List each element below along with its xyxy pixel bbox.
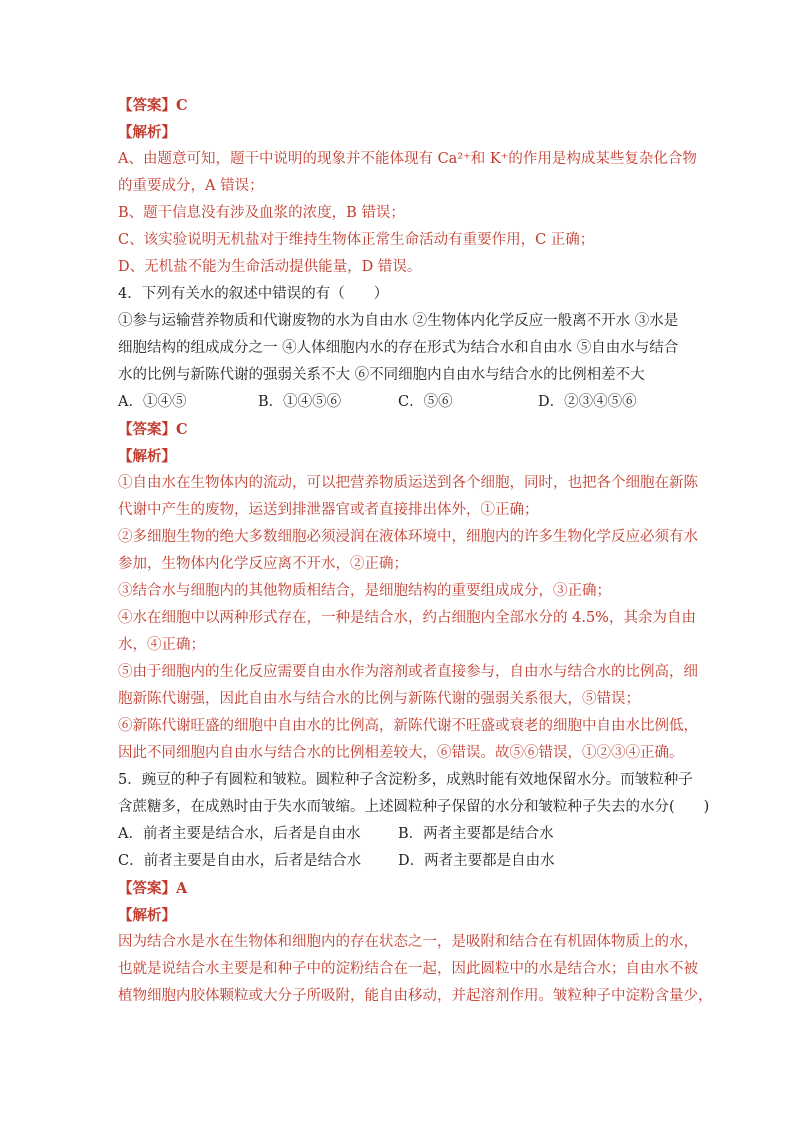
q4-analysis-line: 水，④正确； bbox=[118, 637, 205, 653]
q5-analysis-line: 因为结合水是水在生物体和细胞内的存在状态之一，是吸附和结合在有机固体物质上的水， bbox=[118, 934, 698, 950]
q3-analysis-label: 【解析】 bbox=[118, 124, 176, 141]
q5-option-a: A．前者主要是结合水，后者是自由水 bbox=[118, 826, 361, 842]
q3-answer: 【答案】C bbox=[118, 97, 188, 114]
q4-option-d: D．②③④⑤⑥ bbox=[538, 394, 637, 410]
q4-analysis-line: 参加，生物体内化学反应离不开水，②正确； bbox=[118, 556, 408, 572]
q5-option-d: D．两者主要都是自由水 bbox=[398, 853, 555, 869]
document-content bbox=[118, 92, 713, 1010]
q4-analysis-line: ②多细胞生物的绝大多数细胞必须浸润在液体环境中，细胞内的许多生物化学反应必须有水 bbox=[118, 529, 698, 545]
q4-analysis-line: 代谢中产生的废物，运送到排泄器官或者直接排出体外，①正确； bbox=[118, 502, 539, 518]
q5-options-row-2 bbox=[118, 848, 678, 875]
q4-analysis-line: ③结合水与细胞内的其他物质相结合，是细胞结构的重要组成成分，③正确； bbox=[118, 583, 611, 599]
q5-options-row-1 bbox=[118, 821, 678, 848]
q4-analysis-line: 胞新陈代谢强，因此自由水与结合水的比例与新陈代谢的强弱关系很大，⑤错误； bbox=[118, 691, 640, 707]
q4-answer: 【答案】C bbox=[118, 421, 188, 438]
q3-analysis-line: B、题干信息没有涉及血浆的浓度，B 错误； bbox=[118, 205, 405, 221]
q3-analysis-line: D、无机盐不能为生命活动提供能量，D 错误。 bbox=[118, 259, 422, 275]
q5-option-b: B．两者主要都是结合水 bbox=[398, 826, 554, 842]
q3-analysis-line: C、该实验说明无机盐对于维持生物体正常生命活动有重要作用，C 正确； bbox=[118, 232, 595, 248]
q4-analysis-label: 【解析】 bbox=[118, 448, 176, 465]
q4-item-line: 水的比例与新陈代谢的强弱关系不大 ⑥不同细胞内自由水与结合水的比例相差不大 bbox=[118, 367, 645, 383]
q4-stem: 4．下列有关水的叙述中错误的有（ ） bbox=[118, 286, 389, 302]
q4-item-line: 细胞结构的组成成分之一 ④人体细胞内水的存在形式为结合水和自由水 ⑤自由水与结合 bbox=[118, 340, 679, 356]
q5-stem-line: 含蔗糖多，在成熟时由于失水而皱缩。上述圆粒种子保留的水分和皱粒种子失去的水分( ) bbox=[118, 799, 710, 815]
q4-item-line: ①参与运输营养物质和代谢废物的水为自由水 ②生物体内化学反应一般离不开水 ③水是 bbox=[118, 313, 679, 329]
q3-analysis-line: A、由题意可知，题干中说明的现象并不能体现有 Ca²⁺和 K⁺的作用是构成某些复杂化合物 bbox=[118, 151, 697, 167]
q4-analysis-line: ⑥新陈代谢旺盛的细胞中自由水的比例高，新陈代谢不旺盛或衰老的细胞中自由水比例低， bbox=[118, 718, 698, 734]
q3-analysis-line: 的重要成分，A 错误； bbox=[118, 178, 264, 194]
q4-option-b: B．①④⑤⑥ bbox=[258, 394, 342, 410]
q5-analysis-line: 植物细胞内胶体颗粒或大分子所吸附，能自由移动，并起溶剂作用。皱粒种子中淀粉含量少， bbox=[118, 988, 713, 1004]
q4-option-c: C．⑤⑥ bbox=[398, 394, 453, 410]
q4-analysis-line: 因此不同细胞内自由水与结合水的比例相差较大，⑥错误。故⑤⑥错误，①②③④正确。 bbox=[118, 745, 684, 761]
q4-analysis-line: ④水在细胞中以两种形式存在，一种是结合水，约占细胞内全部水分的 4.5%，其余为自由 bbox=[118, 610, 696, 626]
q4-option-a: A．①④⑤ bbox=[118, 394, 187, 410]
q4-analysis-line: ⑤由于细胞内的生化反应需要自由水作为溶剂或者直接参与，自由水与结合水的比例高，细 bbox=[118, 664, 698, 680]
q5-stem-line: 5．豌豆的种子有圆粒和皱粒。圆粒种子含淀粉多，成熟时能有效地保留水分。而皱粒种子 bbox=[118, 772, 693, 788]
q5-option-c: C．前者主要是自由水，后者是结合水 bbox=[118, 853, 362, 869]
q5-analysis-label: 【解析】 bbox=[118, 907, 176, 924]
q4-analysis-line: ①自由水在生物体内的流动，可以把营养物质运送到各个细胞，同时，也把各个细胞在新陈 bbox=[118, 475, 698, 491]
q5-answer: 【答案】A bbox=[118, 880, 188, 897]
q4-options bbox=[118, 389, 678, 416]
q5-analysis-line: 也就是说结合水主要是和种子中的淀粉结合在一起，因此圆粒中的水是结合水；自由水不被 bbox=[118, 961, 698, 977]
